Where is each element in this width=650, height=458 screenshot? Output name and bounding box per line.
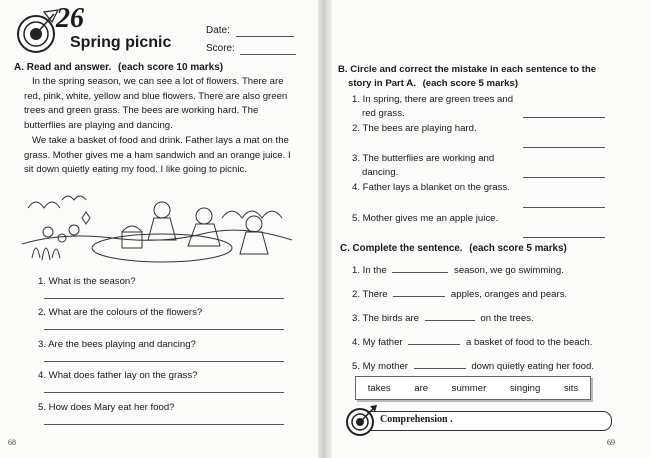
section-c-score: (each score 5 marks) [469, 243, 567, 254]
c-item-2-after: apples, oranges and pears. [450, 289, 568, 300]
c-item-4 [352, 337, 592, 348]
paragraph-1: In the spring season, we can see a lot of flowers. There are red, pink, white, yellow and blue flowers. There are also green trees and green grass. The bees are working hard. The butterflies are playing and dancing. [24, 76, 288, 131]
b-answer-line-3[interactable] [523, 177, 605, 178]
answer-line-5[interactable] [44, 424, 284, 425]
question-3: 3. Are the bees playing and dancing? [38, 339, 196, 350]
c-item-5-after: down quietly eating her food. [471, 361, 594, 372]
lesson-number: 26 [56, 3, 84, 34]
c-item-5-before: 5. My mother [352, 361, 408, 372]
c-blank-2[interactable] [393, 296, 445, 297]
lesson-title: Spring picnic [70, 34, 172, 51]
comprehension-label: Comprehension . [380, 414, 453, 425]
b-item-1-line2: red grass. [362, 108, 405, 119]
b-answer-line-4[interactable] [523, 207, 605, 208]
c-item-1-after: season, we go swimming. [454, 265, 564, 276]
section-a-heading [14, 62, 223, 73]
left-page [0, 0, 322, 458]
section-c-title: C. Complete the sentence. [340, 243, 463, 254]
b-answer-line-2[interactable] [523, 147, 605, 148]
c-item-3 [352, 313, 534, 324]
c-item-4-before: 4. My father [352, 337, 403, 348]
section-a-score: (each score 10 marks) [118, 62, 224, 73]
book-gutter [318, 0, 332, 458]
question-2: 2. What are the colours of the flowers? [38, 307, 203, 318]
c-blank-5[interactable] [414, 368, 466, 369]
b-item-4: 4. Father lays a blanket on the grass. [352, 182, 510, 193]
b-item-2: 2. The bees are playing hard. [352, 123, 477, 134]
question-1: 1. What is the season? [38, 276, 136, 287]
page-number-right: 69 [607, 438, 615, 447]
score-label: Score: [206, 43, 235, 54]
answer-line-1[interactable] [44, 298, 284, 299]
word-bank-item: sits [563, 382, 579, 394]
b-answer-line-5[interactable] [523, 237, 605, 238]
c-blank-4[interactable] [408, 344, 460, 345]
section-b-heading-text: story in Part A. [348, 78, 416, 89]
c-blank-3[interactable] [425, 320, 475, 321]
c-item-5 [352, 361, 594, 372]
answer-line-3[interactable] [44, 361, 284, 362]
section-b-score: (each score 5 marks) [422, 78, 519, 89]
word-bank-item: singing [509, 382, 541, 394]
target-icon [344, 404, 378, 438]
date-field[interactable] [236, 36, 294, 37]
b-item-3-line2: dancing. [362, 167, 399, 178]
b-answer-line-1[interactable] [523, 117, 605, 118]
c-item-2 [352, 289, 567, 300]
c-item-1 [352, 265, 564, 276]
page-number-left: 68 [8, 438, 16, 447]
date-label: Date: [206, 25, 230, 36]
question-5: 5. How does Mary eat her food? [38, 402, 175, 413]
c-blank-1[interactable] [392, 272, 448, 273]
section-b-heading-line2 [348, 78, 518, 89]
paragraph-2: We take a basket of food and drink. Father lays a mat on the grass. Mother gives me a ham sandwich and an orange juice. I sit down quietly eating my food. I like going to picnic. [24, 135, 291, 176]
section-c-heading [340, 243, 567, 254]
answer-line-4[interactable] [44, 392, 284, 393]
c-item-3-before: 3. The birds are [352, 313, 420, 324]
c-item-4-after: a basket of food to the beach. [466, 337, 593, 348]
word-bank-item: takes [367, 382, 391, 394]
b-item-1-line1: 1. In spring, there are green trees and [352, 94, 514, 105]
word-bank [355, 376, 591, 400]
c-item-1-before: 1. In the [352, 265, 387, 276]
c-item-3-after: on the trees. [480, 313, 534, 324]
picnic-illustration [22, 188, 292, 274]
b-item-5: 5. Mother gives me an apple juice. [352, 213, 499, 224]
score-field[interactable] [240, 54, 296, 55]
word-bank-item: summer [451, 382, 487, 394]
word-bank-item: are [414, 382, 429, 394]
answer-line-2[interactable] [44, 329, 284, 330]
section-a-title: A. Read and answer. [14, 62, 112, 73]
section-b-heading-line1: B. Circle and correct the mistake in each sentence to the [338, 64, 597, 75]
lesson-badge-icon [14, 8, 62, 56]
question-4: 4. What does father lay on the grass? [38, 370, 198, 381]
b-item-3-line1: 3. The butterflies are working and [352, 153, 495, 164]
c-item-2-before: 2. There [352, 289, 388, 300]
